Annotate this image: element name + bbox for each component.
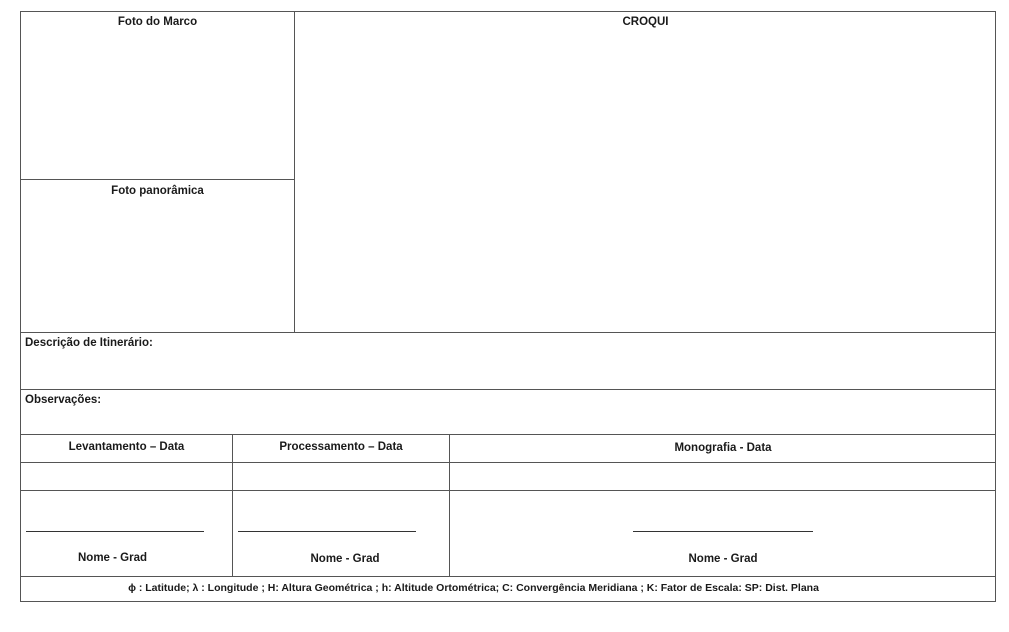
observations-label: Observações: (25, 394, 102, 406)
header-processing-date: Processamento – Data (279, 441, 403, 453)
sketch-label: CROQUI (622, 16, 669, 28)
itinerary-area (21, 333, 996, 389)
table-header-processing (233, 435, 449, 462)
itinerary-label: Descrição de Itinerário: (25, 337, 153, 349)
sketch-area (295, 12, 996, 332)
legend-row (21, 577, 996, 602)
signature-label: Nome - Grad (688, 553, 758, 565)
signature-line (26, 531, 204, 532)
panoramic-photo-label: Foto panorâmica (111, 185, 204, 197)
signature-cell-survey (21, 491, 232, 576)
signature-cell-monograph (450, 491, 996, 576)
marker-photo-area (21, 12, 294, 179)
observations-area (21, 390, 996, 434)
signature-label: Nome - Grad (310, 553, 380, 565)
table-header-monograph (450, 435, 996, 462)
marker-photo-label: Foto do Marco (117, 16, 198, 28)
row-divider (21, 462, 996, 463)
signature-line (238, 531, 416, 532)
table-header-survey (21, 435, 232, 462)
signature-line (633, 531, 813, 532)
header-monograph-date: Monografia - Data (674, 442, 772, 454)
header-survey-date: Levantamento – Data (68, 441, 185, 453)
panoramic-photo-area (21, 180, 294, 332)
signature-cell-processing (233, 491, 449, 576)
legend-text: ϕ : Latitude; λ : Longitude ; H: Altura Geométrica ; h: Altitude Ortométrica; C: Convergência Meridiana ; K: Fator de Escala: SP: Dist. Plana (128, 582, 819, 594)
monograph-form (20, 11, 996, 602)
signature-label: Nome - Grad (77, 552, 147, 564)
